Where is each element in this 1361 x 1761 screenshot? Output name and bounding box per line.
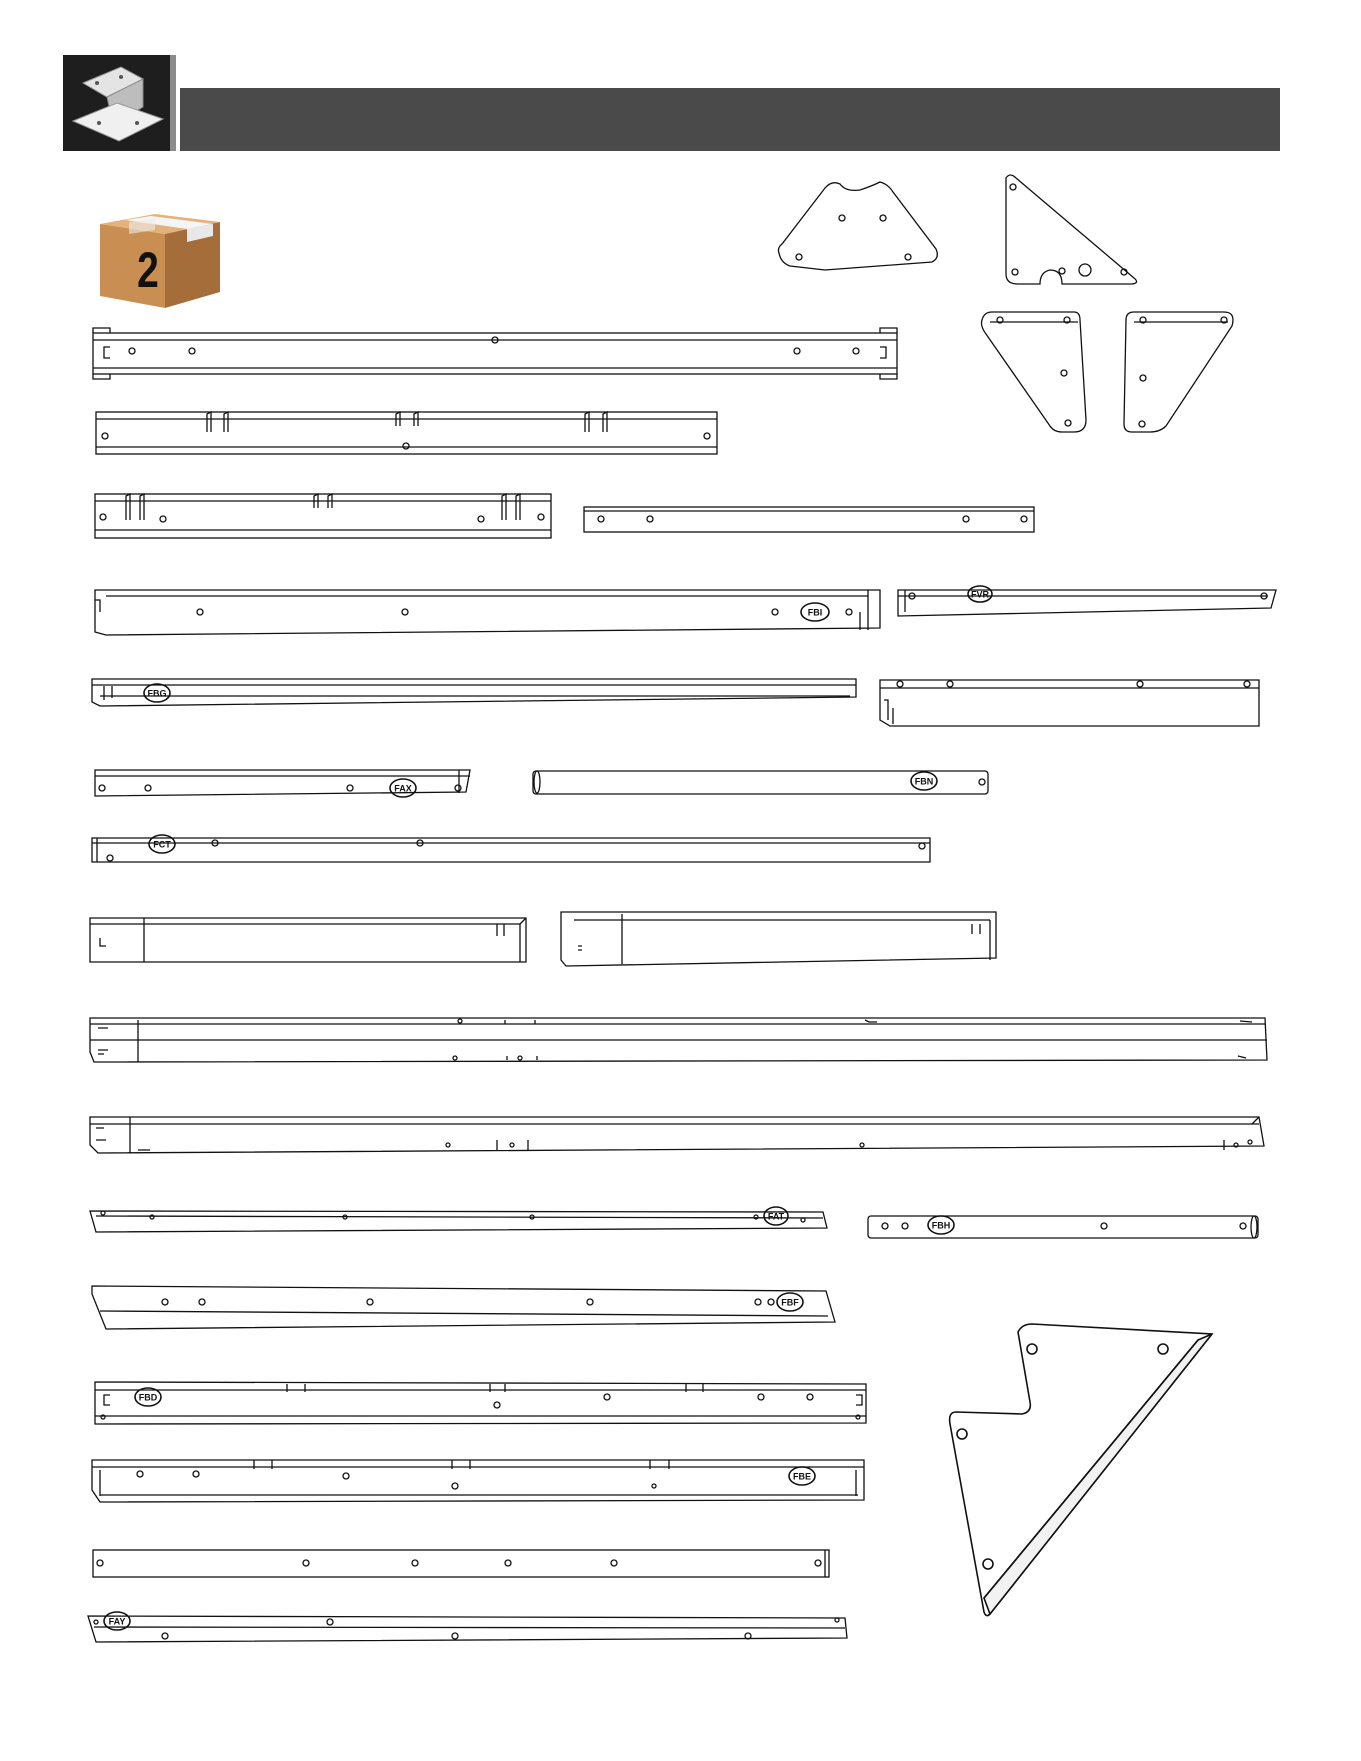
gusset-plate-1	[778, 182, 937, 270]
part-fbi	[95, 590, 880, 635]
rail-part-1	[93, 328, 897, 379]
label-fat: FAT	[767, 1211, 785, 1222]
label-fct: FCT	[153, 839, 171, 850]
part-fbe	[92, 1460, 864, 1502]
label-fay: FAY	[108, 1616, 126, 1627]
square-tube-2	[561, 912, 996, 966]
part-fbd	[95, 1382, 866, 1424]
label-fbh: FBH	[931, 1220, 951, 1231]
label-fbn: FBN	[914, 776, 934, 787]
rail-part-2	[96, 412, 717, 454]
label-fbd: FBD	[138, 1392, 158, 1403]
angle-bracket-right	[1124, 312, 1233, 432]
part-fvr	[898, 586, 1276, 616]
label-fvr: FVR	[971, 589, 989, 600]
label-fbe: FBE	[793, 1471, 811, 1482]
part-fay	[88, 1612, 847, 1642]
label-fax: FAX	[394, 783, 412, 794]
flat-strip	[584, 507, 1034, 532]
part-fbf	[92, 1286, 835, 1329]
label-fbg: FBG	[147, 688, 167, 699]
part-fax	[95, 770, 470, 797]
part-fat	[90, 1207, 827, 1232]
part-fct	[92, 835, 930, 862]
part-fbg	[92, 679, 856, 706]
label-fbf: FBF	[781, 1297, 799, 1308]
box-number: 2	[137, 242, 159, 298]
square-tube-1	[90, 918, 526, 962]
large-gusset-plate	[950, 1324, 1212, 1616]
rail-part-5	[880, 680, 1259, 726]
label-fbi: FBI	[807, 607, 823, 618]
long-square-tube-1	[90, 1018, 1267, 1062]
rail-part-3	[95, 494, 551, 538]
part-fbh	[868, 1216, 1258, 1238]
long-square-tube-2	[90, 1117, 1264, 1153]
angle-bracket-left	[982, 312, 1087, 432]
triangle-plate-2	[1006, 175, 1137, 284]
flat-bar	[93, 1550, 829, 1577]
